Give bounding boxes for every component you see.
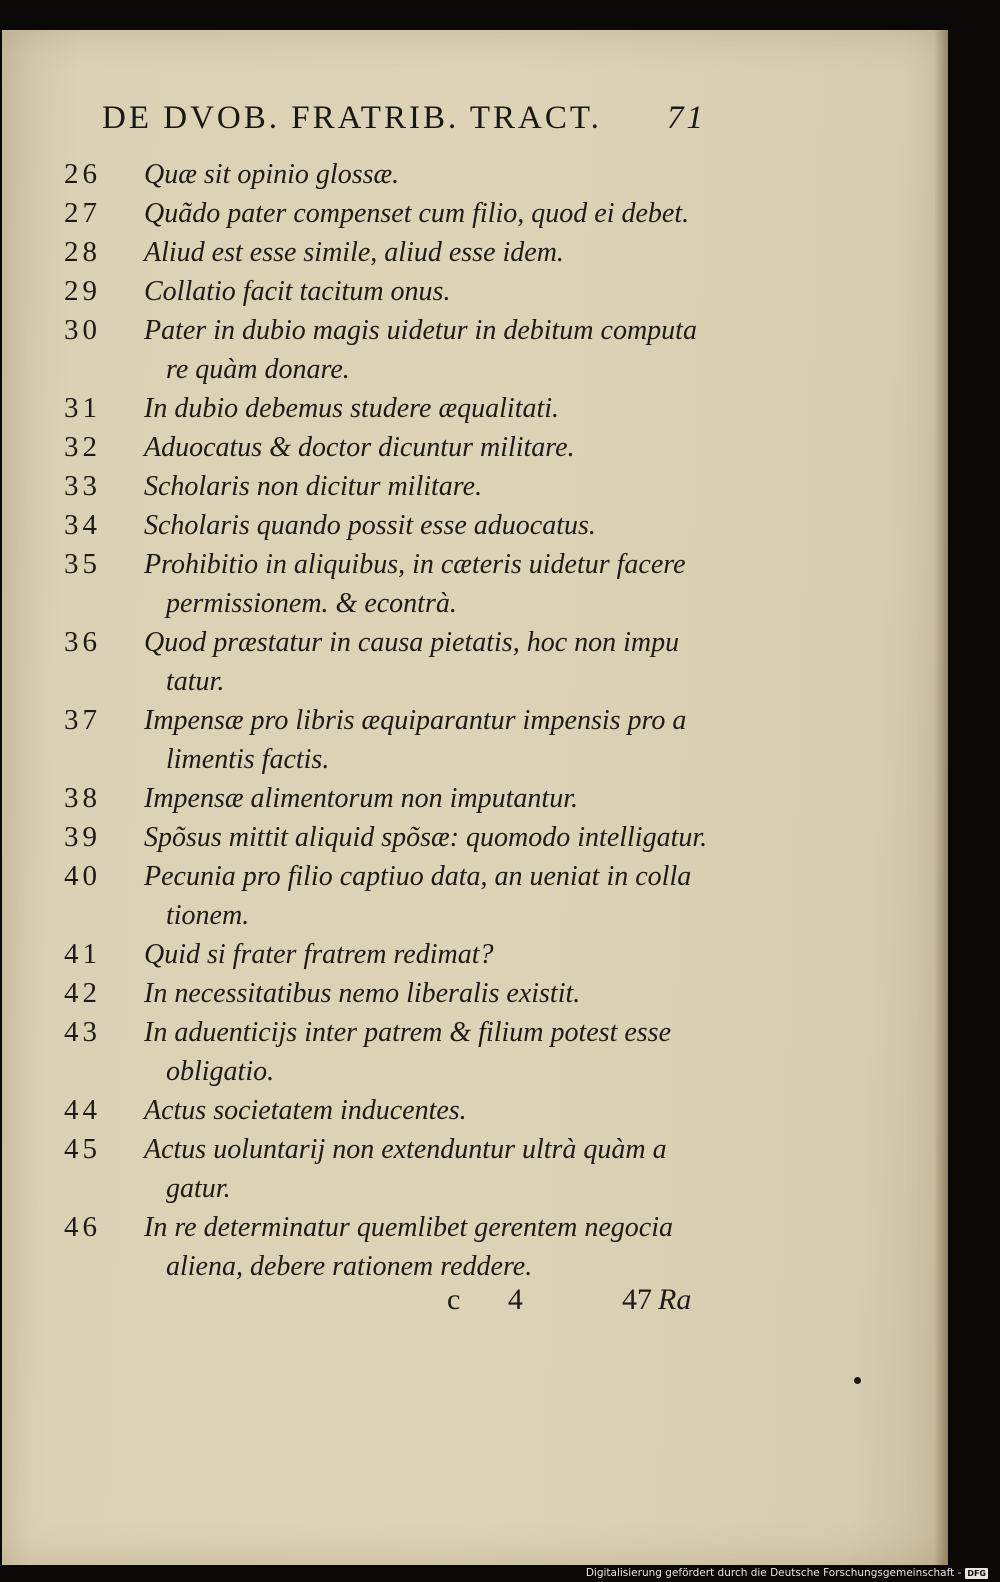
entry-text: [144, 545, 744, 623]
entry-text: [144, 155, 744, 194]
entry-continuation-line: permissionem. & econtrà.: [166, 588, 457, 619]
entry-line: Spõsus mittit aliquid spõsæ: quomodo intelligatur.: [144, 822, 708, 853]
entry-text: [144, 1208, 744, 1286]
index-entry: [64, 311, 744, 389]
entry-line: Quod præstatur in causa pietatis, hoc non impu: [144, 627, 680, 658]
entry-number: 31: [64, 392, 101, 424]
index-entry: [64, 1091, 744, 1130]
entry-number: 43: [64, 1016, 101, 1048]
entry-text: [144, 974, 744, 1013]
entry-number: 46: [64, 1211, 101, 1243]
entry-text: [144, 857, 744, 935]
entry-line: Actus societatem inducentes.: [144, 1095, 467, 1126]
entry-number: 27: [64, 197, 101, 229]
index-entry: [64, 545, 744, 623]
entry-line: In aduenticijs inter patrem & filium potest esse: [144, 1017, 672, 1048]
index-entry: [64, 233, 744, 272]
entry-text: [144, 233, 744, 272]
entry-number: 40: [64, 860, 101, 892]
entry-text: [144, 467, 744, 506]
entry-text: [144, 935, 744, 974]
entry-line: Pater in dubio magis uidetur in debitum computa: [144, 315, 697, 346]
entry-line: Pecunia pro filio captiuo data, an ueniat in colla: [144, 861, 692, 892]
entry-continuation-line: gatur.: [166, 1173, 231, 1204]
entry-line: Quæ sit opinio glossæ.: [144, 159, 400, 190]
entry-number: 26: [64, 158, 101, 190]
entry-number: 30: [64, 314, 101, 346]
entry-line: In re determinatur quemlibet gerentem negocia: [144, 1212, 674, 1243]
entry-line: Quid si frater fratrem redimat?: [144, 939, 494, 970]
entry-continuation-line: obligatio.: [166, 1056, 275, 1087]
index-entry: [64, 623, 744, 701]
entry-number: 41: [64, 938, 101, 970]
entry-line: Impensæ pro libris æquiparantur impensis pro a: [144, 705, 687, 736]
entry-number: 42: [64, 977, 101, 1009]
index-entry: [64, 272, 744, 311]
index-entry: [64, 974, 744, 1013]
index-entry: [64, 1208, 744, 1286]
entry-number: 38: [64, 782, 101, 814]
funding-notice: Digitalisierung gefördert durch die Deutsche Forschungsgemeinschaft -: [585, 1567, 962, 1579]
index-entry: [64, 935, 744, 974]
entry-text: [144, 701, 744, 779]
entry-text: [144, 1091, 744, 1130]
entry-line: Collatio facit tacitum onus.: [144, 276, 451, 307]
catchword-number: 47: [622, 1283, 652, 1316]
entry-continuation-line: tionem.: [166, 900, 250, 931]
entry-text: [144, 311, 744, 389]
index-entry: [64, 194, 744, 233]
entry-line: In dubio debemus studere æqualitati.: [144, 393, 560, 424]
entry-line: Aduocatus & doctor dicuntur militare.: [144, 432, 575, 463]
entry-text: [144, 272, 744, 311]
index-entry: [64, 818, 744, 857]
index-entry: [64, 155, 744, 194]
entry-text: [144, 428, 744, 467]
index-entry: [64, 701, 744, 779]
entry-number: 35: [64, 548, 101, 580]
entry-line: Actus uoluntarij non extenduntur ultrà quàm a: [144, 1134, 667, 1165]
entry-number: 29: [64, 275, 101, 307]
entry-number: 28: [64, 236, 101, 268]
entry-text: [144, 779, 744, 818]
entry-number: 33: [64, 470, 101, 502]
entry-number: 32: [64, 431, 101, 463]
signature-mark: c 4: [447, 1283, 543, 1316]
page-number: 71: [667, 100, 706, 136]
entry-line: Impensæ alimentorum non imputantur.: [144, 783, 578, 814]
entry-line: Scholaris non dicitur militare.: [144, 471, 483, 502]
dfg-logo: DFG: [967, 1568, 986, 1578]
index-entry: [64, 506, 744, 545]
entry-number: 36: [64, 626, 101, 658]
ink-speck: [854, 1377, 861, 1384]
running-head: [102, 100, 722, 150]
index-entry: [64, 857, 744, 935]
index-entry: [64, 389, 744, 428]
entry-continuation-line: limentis factis.: [166, 744, 330, 775]
entry-number: 44: [64, 1094, 101, 1126]
index-entries: [64, 155, 744, 1286]
index-entry: [64, 428, 744, 467]
digitization-footer: [586, 1566, 988, 1580]
entry-text: [144, 506, 744, 545]
entry-number: 34: [64, 509, 101, 541]
entry-text: [144, 1013, 744, 1091]
entry-text: [144, 389, 744, 428]
index-entry: [64, 1013, 744, 1091]
entry-continuation-line: tatur.: [166, 666, 225, 697]
entry-line: Scholaris quando possit esse aduocatus.: [144, 510, 596, 541]
entry-text: [144, 1130, 744, 1208]
entry-line: In necessitatibus nemo liberalis existit.: [144, 978, 581, 1009]
entry-number: 39: [64, 821, 101, 853]
entry-line: Aliud est esse simile, aliud esse idem.: [144, 237, 564, 268]
book-page: [2, 30, 948, 1565]
entry-text: [144, 194, 744, 233]
entry-continuation-line: aliena, debere rationem reddere.: [166, 1251, 533, 1282]
catchword: [622, 1283, 691, 1317]
entry-number: 45: [64, 1133, 101, 1165]
entry-line: Prohibitio in aliquibus, in cæteris uidetur facere: [144, 549, 686, 580]
entry-line: Quãdo pater compenset cum filio, quod ei debet.: [144, 198, 690, 229]
entry-text: [144, 623, 744, 701]
entry-continuation-line: re quàm donare.: [166, 354, 350, 385]
entry-text: [144, 818, 744, 857]
catchword-word: Ra: [658, 1283, 692, 1316]
index-entry: [64, 1130, 744, 1208]
entry-number: 37: [64, 704, 101, 736]
index-entry: [64, 467, 744, 506]
running-head-title: DE DVOB. FRATRIB. TRACT.: [102, 100, 602, 136]
index-entry: [64, 779, 744, 818]
